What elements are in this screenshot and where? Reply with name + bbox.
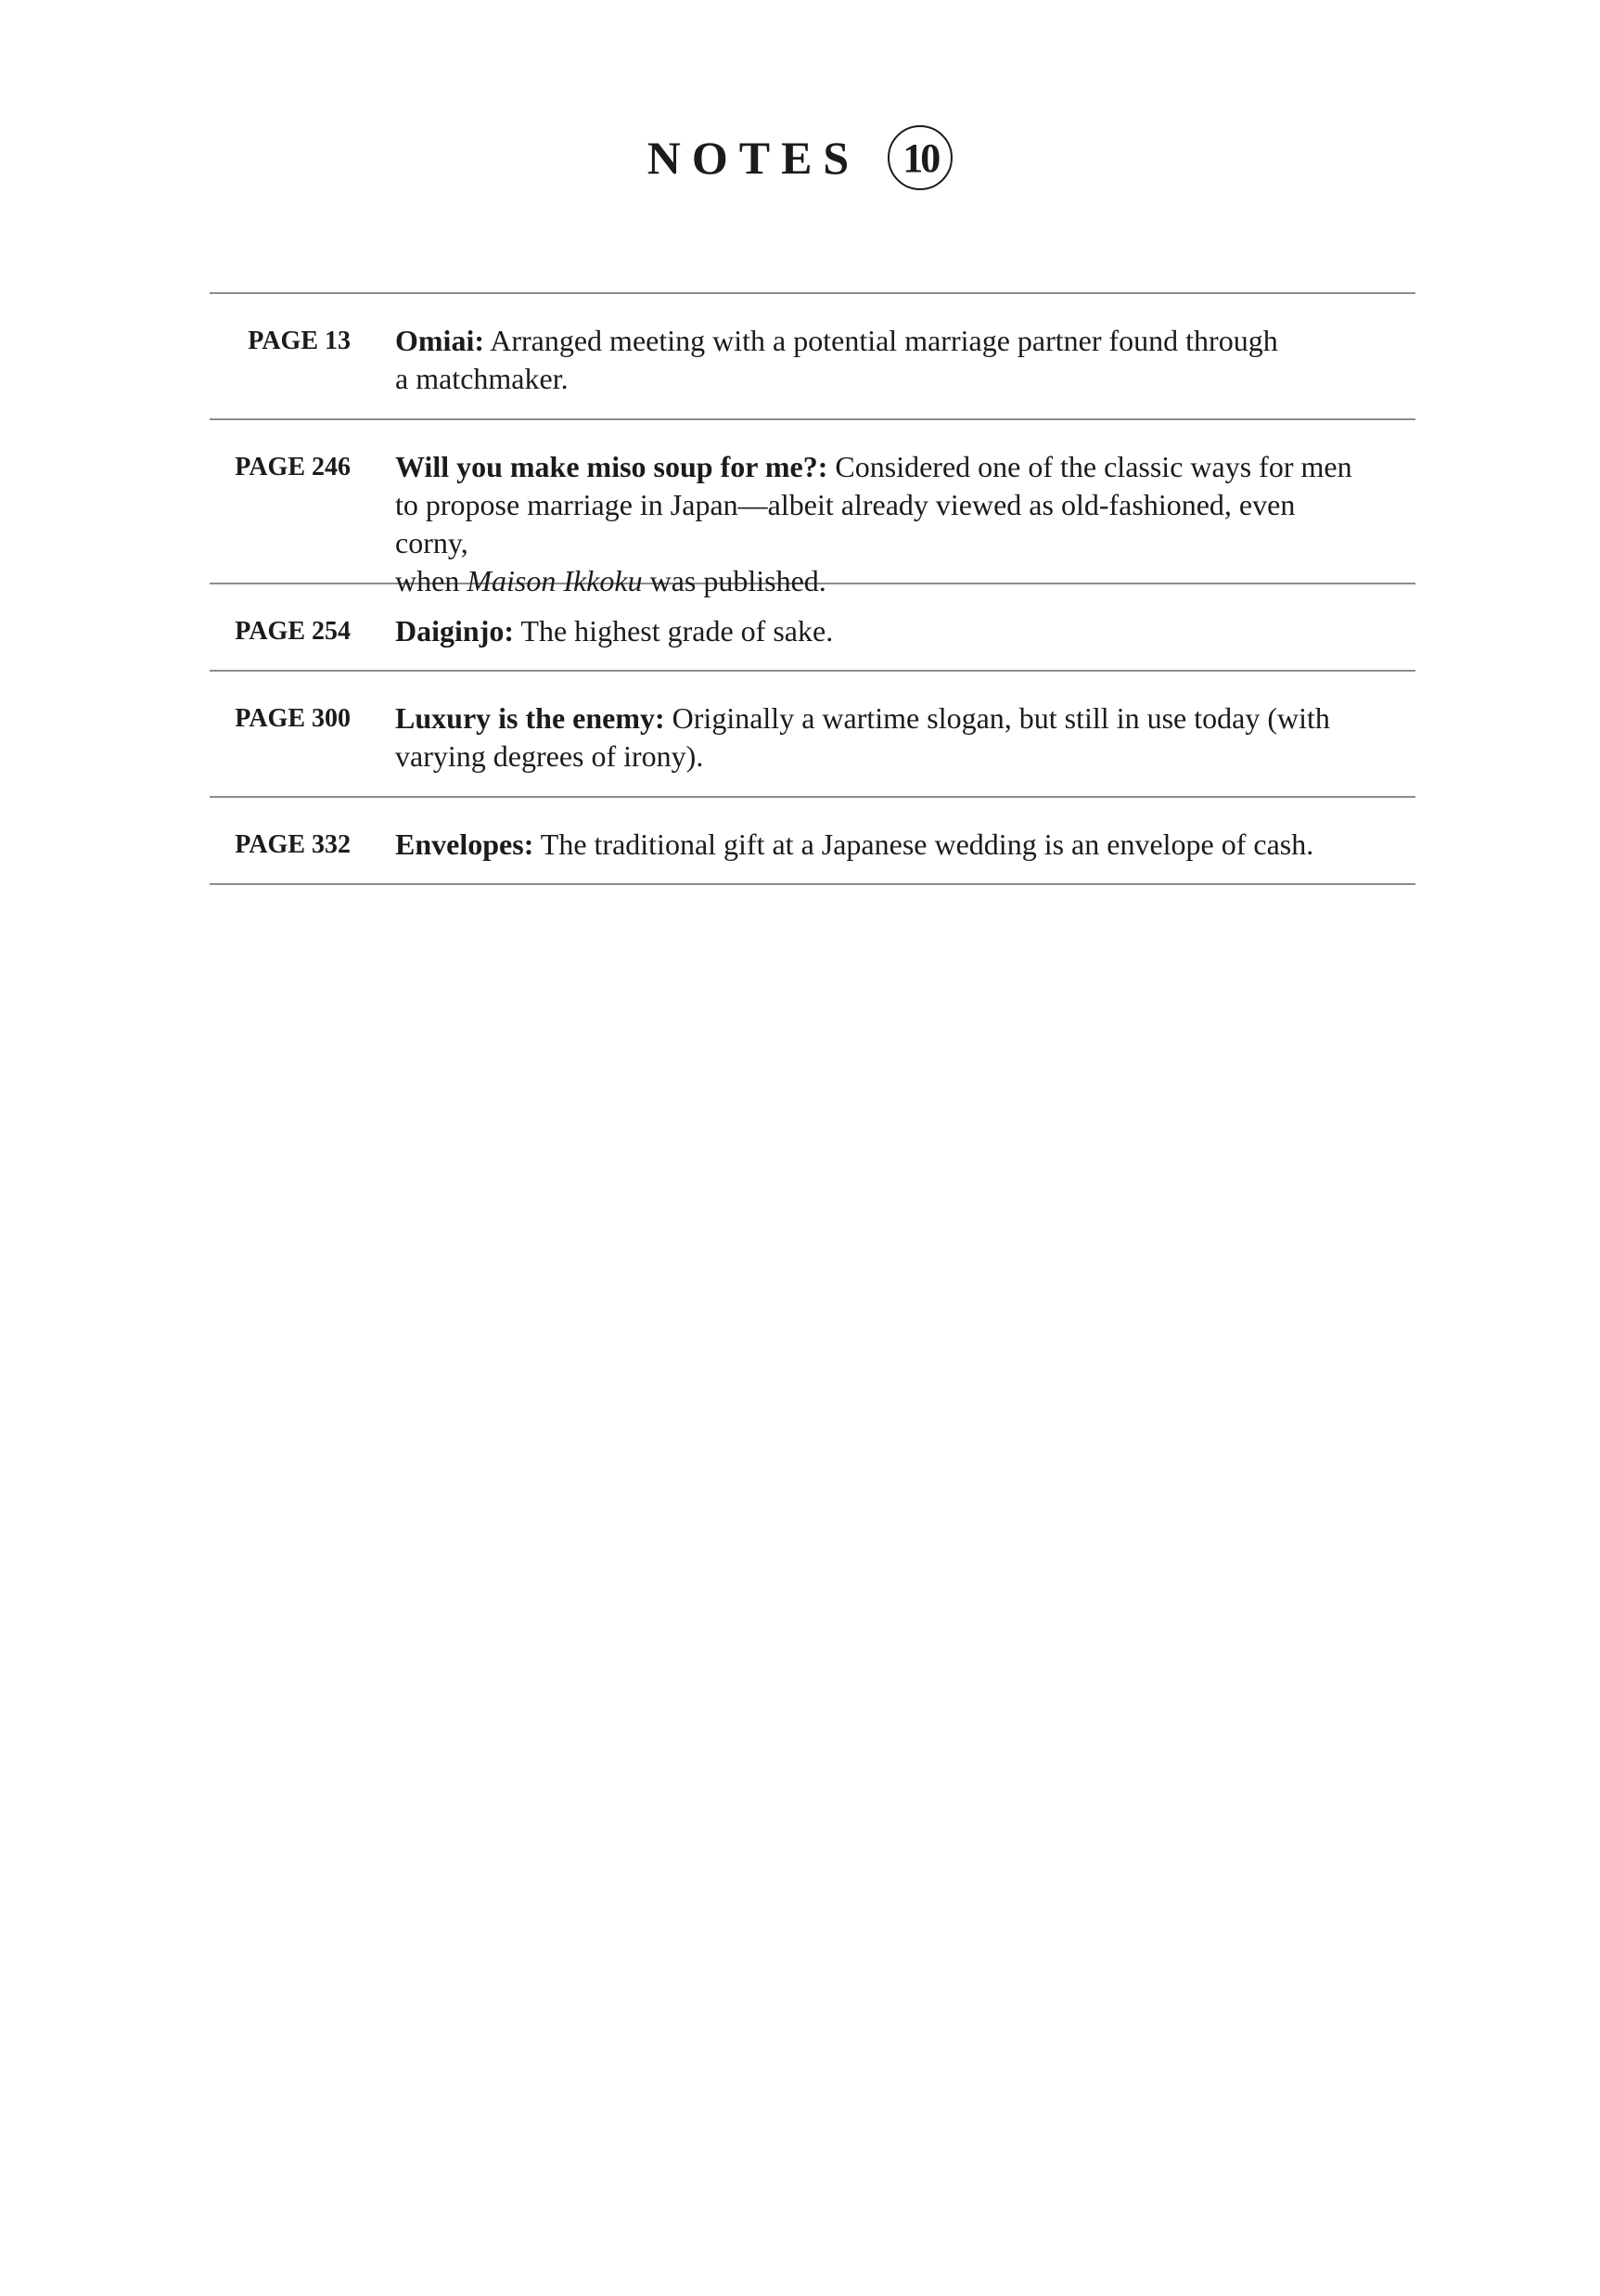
note-row xyxy=(210,420,1415,597)
note-definition: The traditional gift at a Japanese wedding is an envelope of cash. xyxy=(533,827,1314,861)
note-text xyxy=(395,826,1369,883)
note-page-ref: PAGE 254 xyxy=(235,617,351,646)
note-page-ref: PAGE 246 xyxy=(235,453,351,481)
note-definition: Originally a wartime slogan, but still in use today (with xyxy=(664,701,1330,735)
note-definition: Arranged meeting with a potential marriage partner found through xyxy=(483,324,1278,357)
note-term: Daiginjo: xyxy=(395,614,514,648)
notes-table xyxy=(210,292,1415,885)
note-row xyxy=(210,672,1415,798)
note-text xyxy=(395,448,1369,597)
note-row xyxy=(210,294,1415,420)
note-definition: a matchmaker. xyxy=(395,362,569,395)
page-header xyxy=(0,119,1600,197)
note-definition: The highest grade of sake. xyxy=(514,614,834,648)
note-book-title: Maison Ikkoku xyxy=(467,564,643,597)
note-row xyxy=(210,798,1415,885)
note-page-ref: PAGE 300 xyxy=(235,704,351,733)
note-definition: to propose marriage in Japan—albeit already viewed as old-fashioned, even corny, xyxy=(395,488,1296,559)
note-text xyxy=(395,612,1369,670)
note-definition: when xyxy=(395,564,467,597)
note-term: Omiai: xyxy=(395,324,484,357)
note-page-ref: PAGE 13 xyxy=(248,327,351,355)
note-text xyxy=(395,699,1369,796)
note-page-ref: PAGE 332 xyxy=(235,830,351,859)
note-term: Envelopes: xyxy=(395,827,534,861)
note-text xyxy=(395,322,1369,418)
chapter-number-badge: 10 xyxy=(888,125,953,190)
note-definition: Considered one of the classic ways for men xyxy=(827,450,1352,483)
note-definition: was published. xyxy=(642,564,826,597)
note-term: Luxury is the enemy: xyxy=(395,701,665,735)
note-term: Will you make miso soup for me?: xyxy=(395,450,828,483)
note-definition: varying degrees of irony). xyxy=(395,739,704,773)
page-title: NOTES xyxy=(646,132,861,184)
